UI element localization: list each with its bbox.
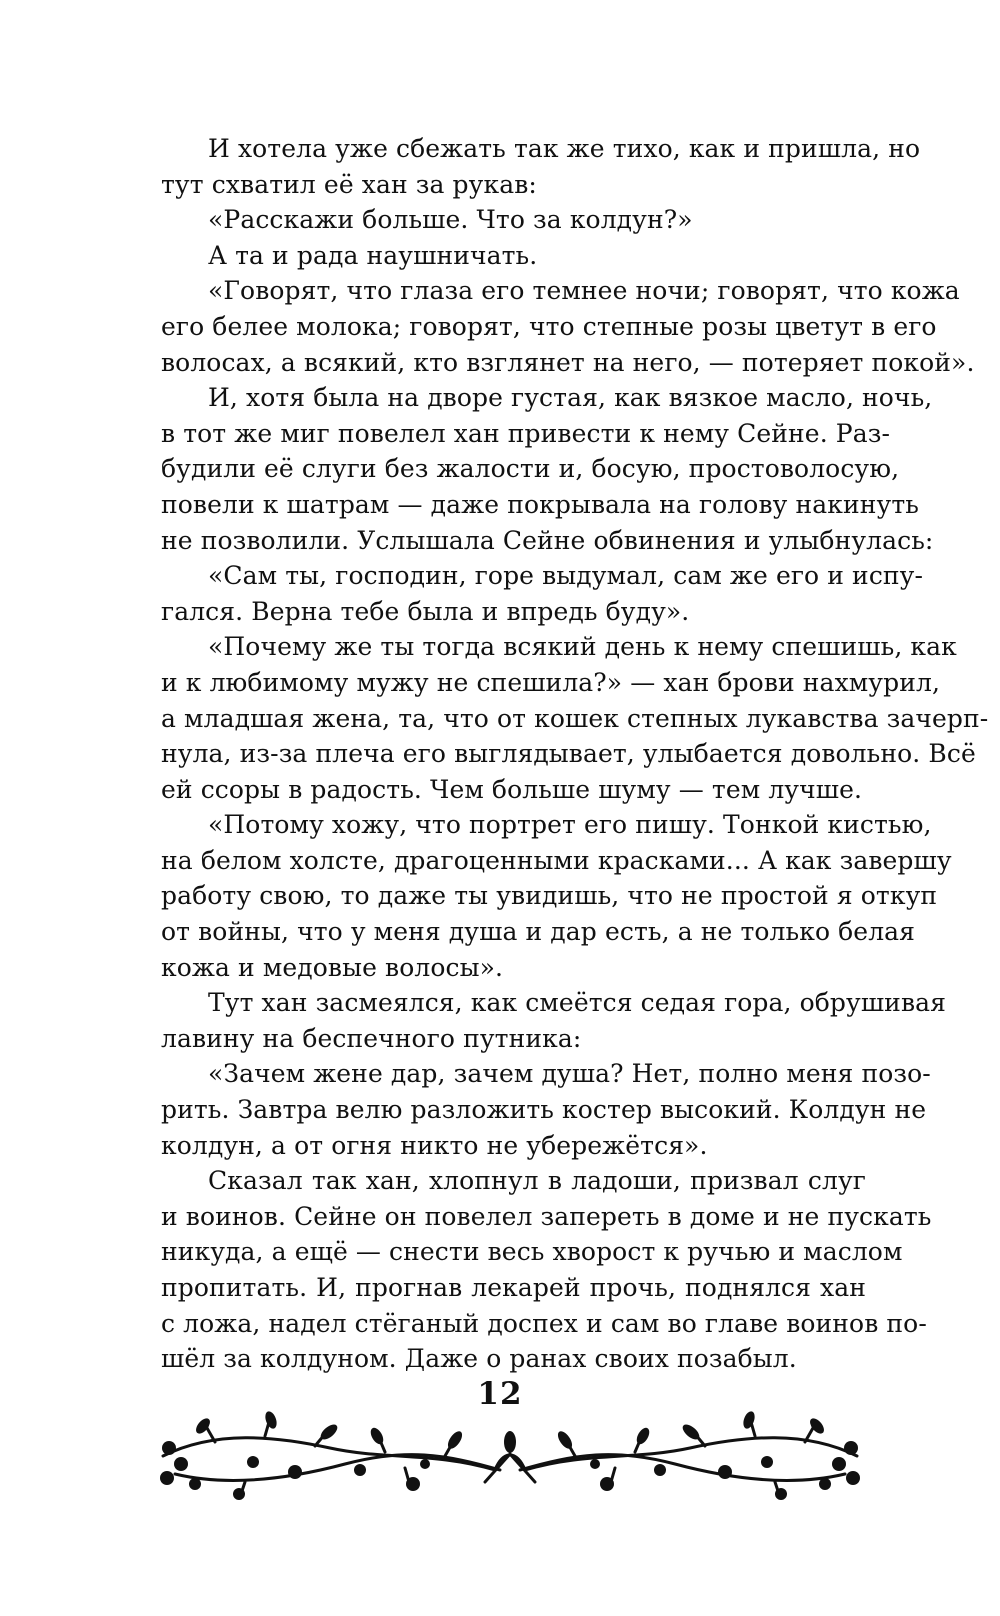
text-line: нула, из-за плеча его выглядывает, улыбается довольно. Всё <box>161 739 976 769</box>
text-line: и к любимому мужу не спешила?» — хан брови нахмурил, <box>161 667 941 697</box>
text-line: И, хотя была на дворе густая, как вязкое масло, ночь, <box>208 383 933 413</box>
text-line: кожа и медовые волосы». <box>161 952 504 982</box>
text-line: «Говорят, что глаза его темнее ночи; говорят, что кожа <box>208 276 960 306</box>
text-line: «Потому хожу, что портрет его пишу. Тонкой кистью, <box>208 810 932 840</box>
page-number: 12 <box>477 1376 523 1412</box>
text-line: на белом холсте, драгоценными красками... А как завершу <box>161 845 952 875</box>
text-line: пропитать. И, прогнав лекарей прочь, поднялся хан <box>161 1273 866 1302</box>
text-line: его белее молока; говорят, что степные розы цветут в его <box>161 311 937 341</box>
text-line: Тут хан засмеялся, как смеётся седая гора, обрушивая <box>208 988 946 1018</box>
body-text <box>161 131 989 1377</box>
text-line: «Почему же ты тогда всякий день к нему спешишь, как <box>208 632 957 662</box>
text-line: и воинов. Сейне он повелел запереть в доме и не пускать <box>161 1201 932 1231</box>
text-line: «Расскажи больше. Что за колдун?» <box>208 205 693 235</box>
text-line: рить. Завтра велю разложить костер высокий. Колдун не <box>161 1095 927 1125</box>
text-line: а младшая жена, та, что от кошек степных лукавства зачерп- <box>161 703 989 733</box>
berry-branch-ornament-icon <box>155 1412 865 1502</box>
text-line: никуда, а ещё — снести весь хворост к ручью и маслом <box>161 1237 903 1267</box>
text-line: тут схватил её хан за рукав: <box>161 169 537 199</box>
text-line: в тот же миг повелел хан привести к нему Сейне. Раз- <box>161 418 890 448</box>
text-line: от войны, что у меня душа и дар есть, а не только белая <box>161 917 916 947</box>
text-line: с ложа, надел стёганый доспех и сам во главе воинов по- <box>161 1308 927 1338</box>
text-line: «Сам ты, господин, горе выдумал, сам же его и испу- <box>208 561 924 591</box>
text-line: «Зачем жене дар, зачем душа? Нет, полно меня позо- <box>208 1059 931 1089</box>
text-line: работу свою, то даже ты увидишь, что не простой я откуп <box>161 881 938 911</box>
text-line: ей ссоры в радость. Чем больше шуму — тем лучше. <box>161 774 863 804</box>
text-line: Сказал так хан, хлопнул в ладоши, призвал слуг <box>208 1166 866 1196</box>
text-line: будили её слуги без жалости и, босую, простоволосую, <box>161 454 900 484</box>
text-line: шёл за колдуном. Даже о ранах своих позабыл. <box>161 1344 797 1374</box>
text-line: колдун, а от огня никто не убережётся». <box>161 1130 708 1160</box>
text-line: И хотела уже сбежать так же тихо, как и пришла, но <box>208 134 921 163</box>
text-line: А та и рада наушничать. <box>208 240 538 270</box>
text-line: повели к шатрам — даже покрывала на голову накинуть <box>161 489 919 519</box>
text-line: лавину на беспечного путника: <box>161 1023 582 1053</box>
text-line: волосах, а всякий, кто взглянет на него, — потеряет покой». <box>161 347 975 377</box>
text-line: гался. Верна тебе была и впредь буду». <box>161 596 690 626</box>
text-line: не позволили. Услышала Сейне обвинения и улыбнулась: <box>161 525 934 555</box>
